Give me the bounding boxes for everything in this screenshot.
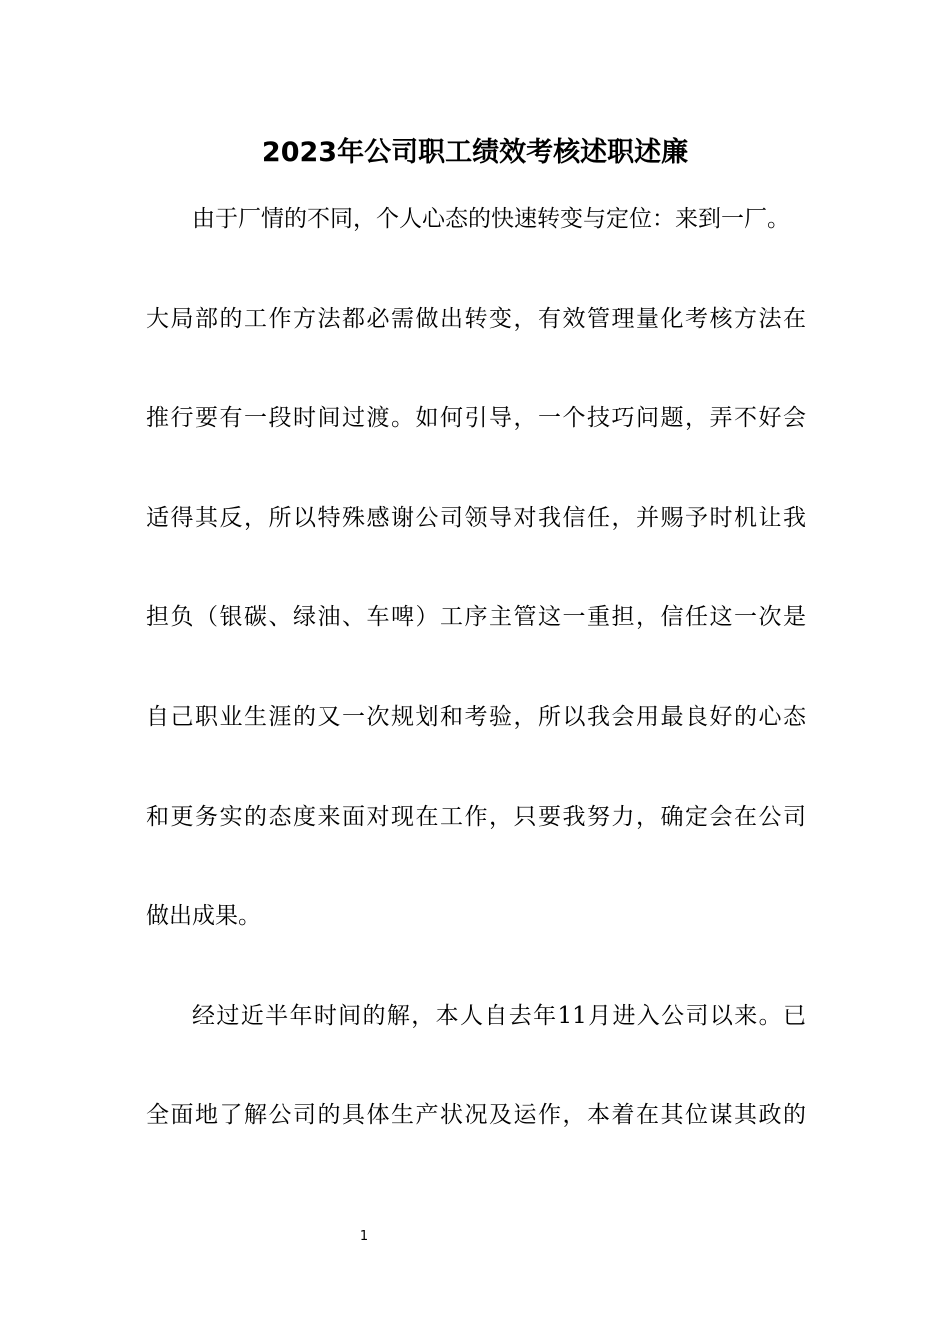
paragraph-line: 担负（银碳、绿油、车啤）工序主管这一重担，信任这一次是 xyxy=(146,604,806,631)
paragraph-line: 适得其反，所以特殊感谢公司领导对我信任，并赐予时机让我 xyxy=(146,504,806,531)
document-title: 2023年公司职工绩效考核述职述廉 xyxy=(261,137,689,168)
paragraph-line: 和更务实的态度来面对现在工作，只要我努力，确定会在公司 xyxy=(146,803,806,830)
page-number: 1 xyxy=(359,1229,369,1244)
paragraph-line: 做出成果。 xyxy=(146,903,261,930)
paragraph-line: 自己职业生涯的又一次规划和考验，所以我会用最良好的心态 xyxy=(146,703,806,730)
document-body xyxy=(146,170,806,1166)
paragraph-line: 全面地了解公司的具体生产状况及运作，本着在其位谋其政的 xyxy=(146,1102,806,1129)
paragraph-line: 由于厂情的不同，个人心态的快速转变与定位：来到一厂。 xyxy=(192,206,790,232)
paragraph-line: 大局部的工作方法都必需做出转变，有效管理量化考核方法在 xyxy=(146,305,806,332)
paragraph-line: 推行要有一段时间过渡。如何引导，一个技巧问题，弄不好会 xyxy=(146,405,806,432)
paragraph-line: 经过近半年时间的解，本人自去年11月进入公司以来。已 xyxy=(192,1002,806,1029)
